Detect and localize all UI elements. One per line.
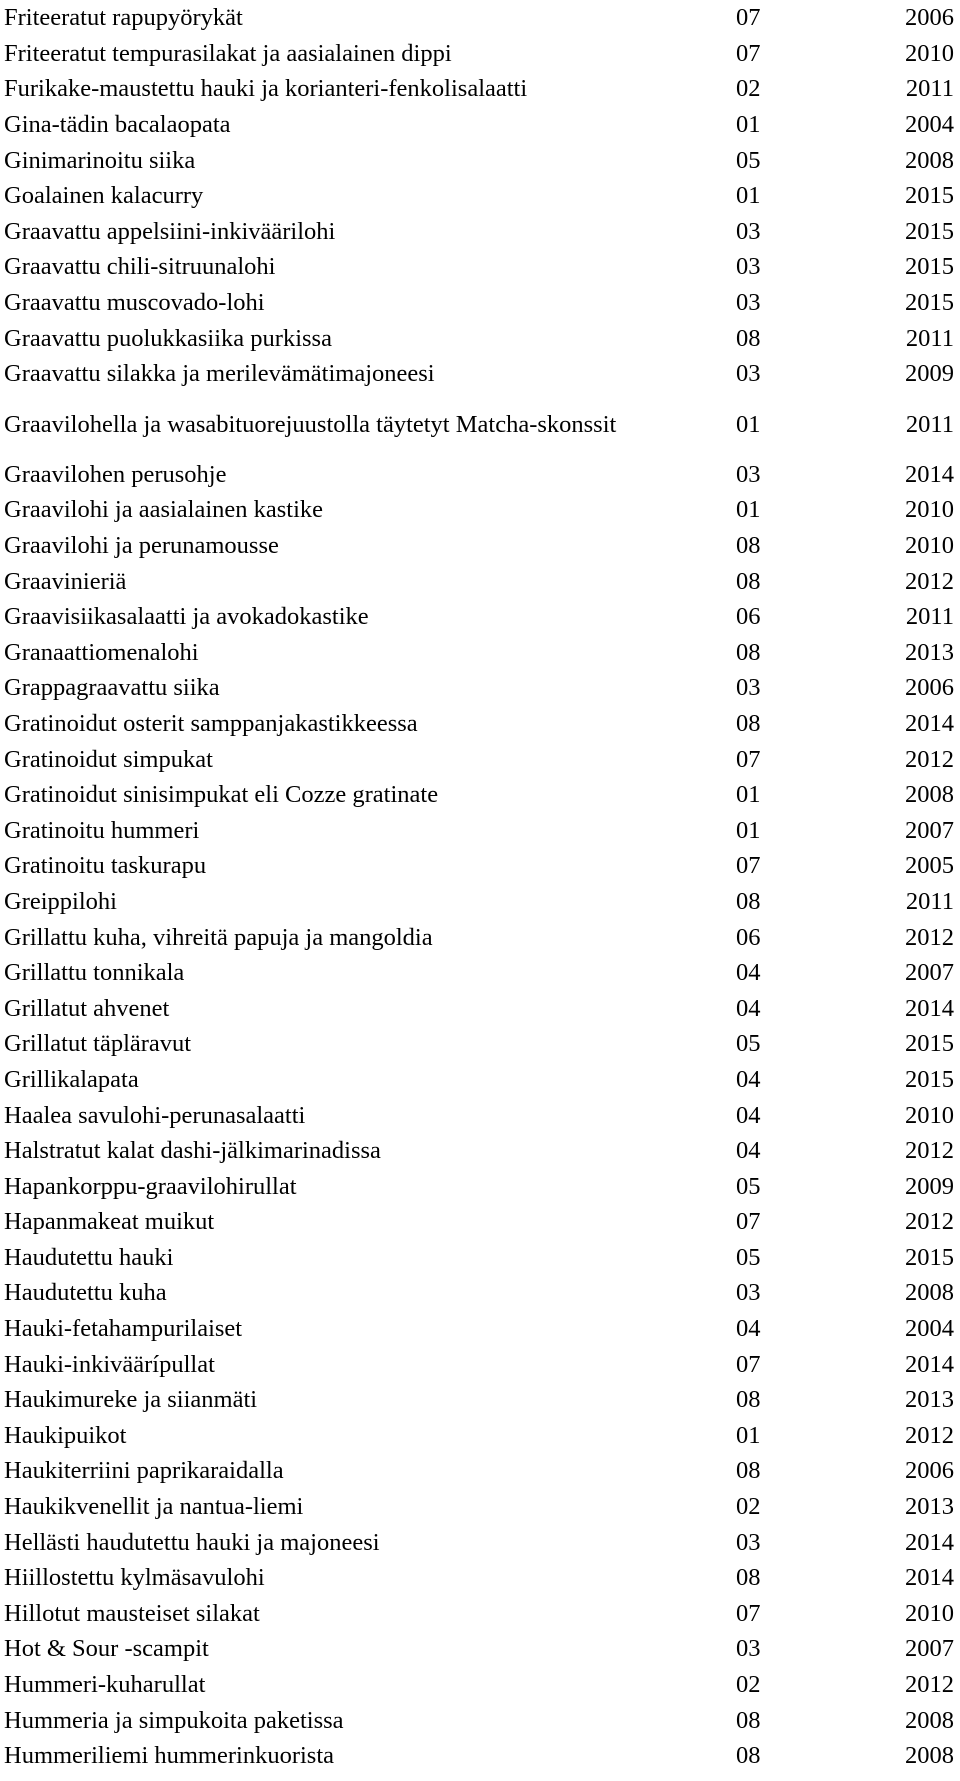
table-row: [4, 528, 954, 564]
issue-number: 03: [736, 674, 761, 702]
issue-year: 2015: [905, 253, 954, 281]
recipe-name: Hapanmakeat muikut: [4, 1208, 215, 1236]
recipe-name: Gratinoidut osterit samppanjakastikkeessa: [4, 709, 418, 737]
issue-year: 2013: [905, 1386, 954, 1414]
issue-year: 2015: [905, 217, 954, 245]
recipe-name: Hauki-inkiväärípullat: [4, 1350, 215, 1378]
issue-year: 2008: [905, 146, 954, 174]
table-row: [4, 249, 954, 285]
issue-number: 07: [736, 852, 761, 880]
table-row: [4, 392, 954, 457]
issue-number: 02: [736, 75, 761, 103]
table-row: [4, 178, 954, 214]
issue-year: 2006: [905, 1457, 954, 1485]
table-row: [4, 741, 954, 777]
issue-year: 2008: [905, 781, 954, 809]
issue-number: 02: [736, 1671, 761, 1699]
issue-number: 03: [736, 360, 761, 388]
recipe-name: Graavattu puolukkasiika purkissa: [4, 324, 332, 352]
issue-year: 2012: [905, 1421, 954, 1449]
issue-year: 2006: [905, 674, 954, 702]
table-row: [4, 356, 954, 392]
table-row: [4, 1667, 954, 1703]
table-row: [4, 214, 954, 250]
table-row: [4, 1418, 954, 1454]
table-row: [4, 670, 954, 706]
issue-year: 2012: [905, 567, 954, 595]
recipe-name: Haudutettu hauki: [4, 1243, 174, 1271]
table-row: [4, 1240, 954, 1276]
recipe-name: Graavilohi ja perunamousse: [4, 532, 279, 560]
recipe-name: Haukipuikot: [4, 1421, 127, 1449]
issue-number: 01: [736, 111, 761, 139]
table-row: [4, 457, 954, 493]
table-row: [4, 990, 954, 1026]
issue-year: 2008: [905, 1742, 954, 1770]
issue-number: 07: [736, 745, 761, 773]
table-row: [4, 0, 954, 36]
table-row: [4, 1631, 954, 1667]
issue-year: 2010: [905, 532, 954, 560]
issue-number: 08: [736, 532, 761, 560]
issue-year: 2004: [905, 1315, 954, 1343]
table-row: [4, 1062, 954, 1098]
table-row: [4, 1738, 954, 1774]
issue-year: 2008: [905, 1279, 954, 1307]
issue-year: 2015: [905, 289, 954, 317]
issue-number: 04: [736, 959, 761, 987]
issue-number: 08: [736, 567, 761, 595]
issue-year: 2014: [905, 460, 954, 488]
table-row: [4, 1311, 954, 1347]
table-row: [4, 142, 954, 178]
recipe-name: Graavilohella ja wasabituorejuustolla täytetyt Matcha-skonssit: [4, 410, 617, 438]
issue-year: 2014: [905, 1350, 954, 1378]
issue-number: 01: [736, 496, 761, 524]
table-row: [4, 1453, 954, 1489]
recipe-name: Gratinoitu taskurapu: [4, 852, 207, 880]
issue-number: 08: [736, 1386, 761, 1414]
recipe-index-body: [4, 0, 954, 1774]
recipe-name: Furikake-maustettu hauki ja korianteri-fenkolisalaatti: [4, 75, 528, 103]
table-row: [4, 919, 954, 955]
recipe-name: Grillatut täpläravut: [4, 1030, 192, 1058]
issue-year: 2008: [905, 1706, 954, 1734]
issue-number: 01: [736, 781, 761, 809]
issue-year: 2014: [905, 1564, 954, 1592]
recipe-name: Hauki-fetahampurilaiset: [4, 1315, 243, 1343]
issue-year: 2010: [905, 39, 954, 67]
issue-number: 08: [736, 638, 761, 666]
issue-year: 2010: [905, 496, 954, 524]
issue-number: 07: [736, 4, 761, 32]
issue-year: 2015: [905, 1243, 954, 1271]
issue-number: 04: [736, 1315, 761, 1343]
issue-number: 04: [736, 1101, 761, 1129]
issue-number: 03: [736, 460, 761, 488]
table-row: [4, 777, 954, 813]
recipe-name: Gratinoitu hummeri: [4, 816, 200, 844]
table-row: [4, 884, 954, 920]
table-row: [4, 635, 954, 671]
table-row: [4, 1382, 954, 1418]
recipe-index-table: [4, 0, 954, 1774]
issue-number: 03: [736, 1635, 761, 1663]
recipe-name: Goalainen kalacurry: [4, 182, 204, 210]
table-row: [4, 107, 954, 143]
issue-number: 08: [736, 709, 761, 737]
issue-number: 04: [736, 1065, 761, 1093]
recipe-name: Haalea savulohi-perunasalaatti: [4, 1101, 306, 1129]
issue-number: 03: [736, 253, 761, 281]
issue-year: 2011: [905, 410, 954, 438]
issue-number: 01: [736, 182, 761, 210]
recipe-name: Graavattu appelsiini-inkiväärilohi: [4, 217, 336, 245]
recipe-name: Greippilohi: [4, 887, 117, 915]
table-row: [4, 285, 954, 321]
recipe-name: Grillattu tonnikala: [4, 959, 185, 987]
issue-year: 2015: [905, 1065, 954, 1093]
issue-year: 2015: [905, 182, 954, 210]
recipe-name: Hummeria ja simpukoita paketissa: [4, 1706, 344, 1734]
issue-number: 05: [736, 146, 761, 174]
issue-number: 01: [736, 1421, 761, 1449]
table-row: [4, 1596, 954, 1632]
issue-year: 2009: [905, 1172, 954, 1200]
issue-number: 03: [736, 1528, 761, 1556]
issue-year: 2011: [905, 887, 954, 915]
issue-number: 08: [736, 1564, 761, 1592]
recipe-name: Gina-tädin bacalaopata: [4, 111, 231, 139]
issue-year: 2012: [905, 1208, 954, 1236]
recipe-name: Hellästi haudutettu hauki ja majoneesi: [4, 1528, 380, 1556]
table-row: [4, 1275, 954, 1311]
recipe-name: Graavattu silakka ja merilevämätimajoneesi: [4, 360, 435, 388]
table-row: [4, 1168, 954, 1204]
issue-year: 2012: [905, 1137, 954, 1165]
recipe-name: Grillattu kuha, vihreitä papuja ja mangoldia: [4, 923, 433, 951]
table-row: [4, 71, 954, 107]
issue-number: 08: [736, 1706, 761, 1734]
issue-year: 2005: [905, 852, 954, 880]
table-row: [4, 36, 954, 72]
issue-year: 2004: [905, 111, 954, 139]
table-row: [4, 812, 954, 848]
issue-number: 03: [736, 1279, 761, 1307]
issue-number: 05: [736, 1243, 761, 1271]
issue-number: 01: [736, 816, 761, 844]
issue-year: 2006: [905, 4, 954, 32]
table-row: [4, 563, 954, 599]
issue-number: 07: [736, 1208, 761, 1236]
issue-number: 03: [736, 217, 761, 245]
recipe-name: Gratinoidut sinisimpukat eli Cozze gratinate: [4, 781, 439, 809]
table-row: [4, 1489, 954, 1525]
issue-number: 01: [736, 410, 761, 438]
table-row: [4, 1026, 954, 1062]
table-row: [4, 1524, 954, 1560]
recipe-name: Ginimarinoitu siika: [4, 146, 196, 174]
recipe-name: Graavilohen perusohje: [4, 460, 227, 488]
table-row: [4, 599, 954, 635]
recipe-name: Friteeratut rapupyörykät: [4, 4, 243, 32]
recipe-name: Halstratut kalat dashi-jälkimarinadissa: [4, 1137, 381, 1165]
issue-number: 08: [736, 1457, 761, 1485]
issue-year: 2007: [905, 816, 954, 844]
issue-year: 2007: [905, 959, 954, 987]
issue-year: 2014: [905, 1528, 954, 1556]
recipe-name: Hot & Sour -scampit: [4, 1635, 209, 1663]
issue-year: 2012: [905, 1671, 954, 1699]
issue-number: 08: [736, 1742, 761, 1770]
table-row: [4, 848, 954, 884]
issue-number: 02: [736, 1493, 761, 1521]
recipe-name: Hummeriliemi hummerinkuorista: [4, 1742, 335, 1770]
recipe-name: Haukikvenellit ja nantua-liemi: [4, 1493, 304, 1521]
table-row: [4, 1702, 954, 1738]
issue-number: 07: [736, 39, 761, 67]
issue-year: 2012: [905, 923, 954, 951]
issue-number: 03: [736, 289, 761, 317]
table-row: [4, 1097, 954, 1133]
recipe-name: Gratinoidut simpukat: [4, 745, 213, 773]
recipe-name: Grillatut ahvenet: [4, 994, 170, 1022]
issue-year: 2011: [905, 324, 954, 352]
issue-year: 2015: [905, 1030, 954, 1058]
recipe-name: Grillikalapata: [4, 1065, 139, 1093]
issue-number: 05: [736, 1030, 761, 1058]
issue-year: 2010: [905, 1101, 954, 1129]
issue-year: 2011: [905, 75, 954, 103]
issue-number: 04: [736, 1137, 761, 1165]
table-row: [4, 1133, 954, 1169]
recipe-name: Haukimureke ja siianmäti: [4, 1386, 258, 1414]
issue-year: 2013: [905, 1493, 954, 1521]
table-row: [4, 1560, 954, 1596]
recipe-name: Graavisiikasalaatti ja avokadokastike: [4, 603, 369, 631]
issue-number: 07: [736, 1599, 761, 1627]
recipe-name: Friteeratut tempurasilakat ja aasialainen dippi: [4, 39, 452, 67]
issue-year: 2013: [905, 638, 954, 666]
issue-number: 07: [736, 1350, 761, 1378]
issue-year: 2007: [905, 1635, 954, 1663]
recipe-name: Hillotut mausteiset silakat: [4, 1599, 260, 1627]
table-row: [4, 955, 954, 991]
recipe-name: Hummeri-kuharullat: [4, 1671, 206, 1699]
issue-year: 2014: [905, 709, 954, 737]
recipe-name: Hiillostettu kylmäsavulohi: [4, 1564, 265, 1592]
recipe-name: Graavattu muscovado-lohi: [4, 289, 265, 317]
issue-year: 2011: [905, 603, 954, 631]
recipe-name: Graavilohi ja aasialainen kastike: [4, 496, 324, 524]
issue-number: 08: [736, 324, 761, 352]
table-row: [4, 1204, 954, 1240]
recipe-name: Graavattu chili-sitruunalohi: [4, 253, 276, 281]
issue-number: 06: [736, 923, 761, 951]
recipe-name: Granaattiomenalohi: [4, 638, 199, 666]
issue-year: 2014: [905, 994, 954, 1022]
issue-number: 06: [736, 603, 761, 631]
recipe-name: Haudutettu kuha: [4, 1279, 167, 1307]
table-row: [4, 492, 954, 528]
issue-number: 08: [736, 887, 761, 915]
table-row: [4, 1346, 954, 1382]
issue-year: 2010: [905, 1599, 954, 1627]
recipe-name: Graavinieriä: [4, 567, 127, 595]
issue-year: 2009: [905, 360, 954, 388]
recipe-name: Grappagraavattu siika: [4, 674, 220, 702]
table-row: [4, 706, 954, 742]
recipe-name: Hapankorppu-graavilohirullat: [4, 1172, 297, 1200]
issue-number: 04: [736, 994, 761, 1022]
issue-number: 05: [736, 1172, 761, 1200]
issue-year: 2012: [905, 745, 954, 773]
recipe-name: Haukiterriini paprikaraidalla: [4, 1457, 284, 1485]
table-row: [4, 320, 954, 356]
